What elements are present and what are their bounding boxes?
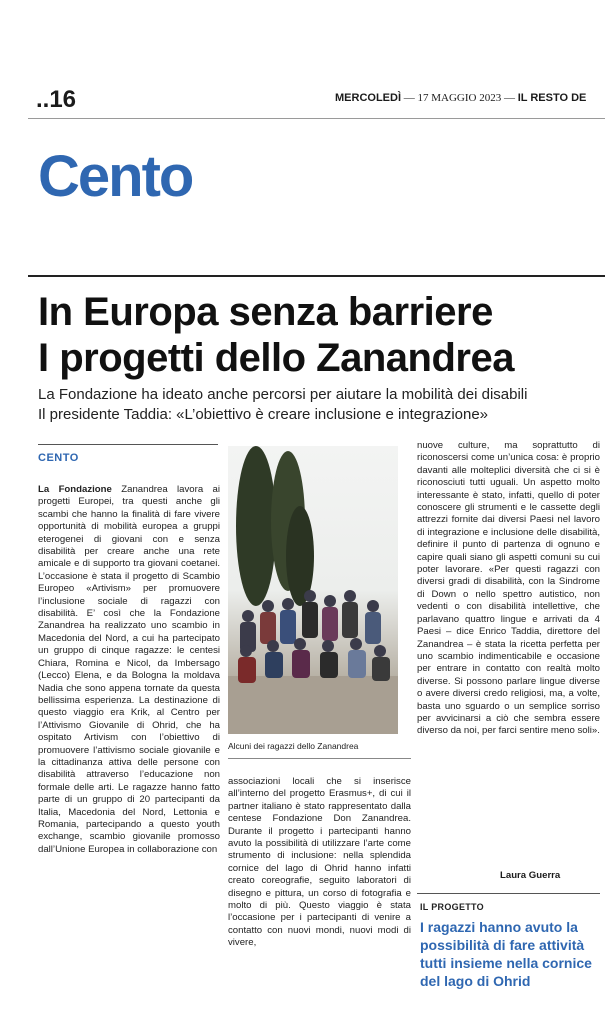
photo-caption: Alcuni dei ragazzi dello Zanandrea [228, 741, 359, 751]
masthead-date: — 17 MAGGIO 2023 — [403, 92, 515, 104]
headline-line-1: In Europa senza barriere [38, 290, 493, 334]
masthead-paper: IL RESTO DE [517, 92, 587, 104]
sidebar-divider [417, 893, 600, 894]
headline-divider [28, 275, 605, 277]
sidebar-text: I ragazzi hanno avuto la possibilità di fare attività tutti insieme nella cornice del lago di Ohrid [420, 919, 592, 989]
lead-bold: La Fondazione [38, 484, 112, 495]
subheadline [38, 385, 527, 425]
kicker-divider [38, 444, 218, 445]
subheadline-line-2: Il presidente Taddia: «L’obiettivo è creare inclusione e integrazione» [38, 406, 489, 423]
group-photo-illustration [228, 446, 398, 734]
headline-line-2: I progetti dello Zanandrea [38, 336, 514, 380]
headline [38, 289, 514, 381]
top-divider [28, 118, 605, 119]
author: Laura Guerra [500, 870, 561, 881]
masthead [335, 92, 586, 104]
section-title: Cento [38, 144, 193, 209]
article-column-3 [417, 440, 600, 738]
caption-divider [228, 758, 411, 759]
article-text-1: Zanandrea lavora ai progetti Europei, tra questi anche gli scambi che hanno la finalità di fare vivere opportunità di mobilità europea a gruppi eterogenei di giovani con e senza disabilità per creare anche una rete amicale e di supporto tra giovani coetanei. L’occasione è stata il progetto di Scambio Europeo «Artivism» per promuovere l’inclusione sociale di ragazzi con disabilità. E’ così che la Fondazione Zanandrea ha realizzato uno scambio in Macedonia del Nord, a cui ha partecipato un gruppo di cinque ragazze: le centesi Chiara, Romina e Nicol, da Imbersago (Lecco) Elena, e da Bologna la moldava Nadia che sono appena tornate da questa bellissima esperienza. La destinazione di questo viaggio era Krik, al Centro per l’Attivismo Giovanile di Ohrid, che ha ospitato Artivism con l’obiettivo di promuovere l’attivismo sociale giovanile e la cittadinanza attiva delle persone con disabilità attraverso l’educazione non formale delle arti. Le ragazze hanno fatto parte di un gruppo di 20 partecipanti da Italia, Macedonia del Nord, Lettonia e Romania, partecipando a questo youth exchange, scambio giovanile promosso dall’Unione Europea in collaborazione con [38, 484, 221, 855]
page-number: ..16 [36, 86, 77, 113]
article-text-2: associazioni locali che si inserisce all’interno del progetto Erasmus+, di cui il partner italiano è stato rappresentato dalla centese Fondazione Don Zanandrea. Durante il progetto i partecipanti hanno avuto la possibilità di utilizzare l’arte come strumento di inclusione: nella splendida cornice del lago di Ohrid hanno infatti creato coreografie, seguito laboratori di disegno e pittura, un corso di fotografia e molto di più. Questo viaggio è stata l’occasione per i partecipanti di venire a contatto con nuovi mondi, nuovi modi di vivere, [228, 776, 411, 949]
kicker: CENTO [38, 452, 79, 464]
article-column-2 [228, 776, 411, 950]
article-text-3: nuove culture, ma soprattutto di riconoscersi come un’unica cosa: è proprio davanti alle molteplici diversità che ci si è riconosciuti tutti uguali. Un aspetto molto interessante è stato, infatti, quello di poter conoscere gli strumenti e le cassette degli attrezzi fornite dai diversi Paesi nel lavoro di integrazione e inclusione delle disabilità, definire il punto di partenza di ognuno e capire quali siano gli aspetti comuni su cui poter lavorare. «Per questi ragazzi con diversi gradi di disabilità, con la Sindrome di Down o nello spettro autistico, non vedenti o con disabilità intellettive, che parlavano quattro lingue e arrivati da 4 Paesi – dice Enrico Taddia, direttore del Zanandrea – è stata la ricetta perfetta per uno scambio indimenticabile e occasione per entrare in contatto con realtà molto diverse. Si possono parlare lingue diverse o avere diversi credo religiosi, ma, a volte, basta uno sguardo o un semplice sorriso per avvicinarsi a ciò che sembra essere diverso da noi, per farci sentire meno soli». [417, 440, 600, 737]
sidebar-kicker: IL PROGETTO [420, 902, 484, 912]
masthead-day: MERCOLEDÌ [335, 92, 401, 104]
article-photo [228, 446, 398, 734]
subheadline-line-1: La Fondazione ha ideato anche percorsi per aiutare la mobilità dei disabili [38, 386, 528, 403]
article-column-1 [38, 484, 220, 856]
